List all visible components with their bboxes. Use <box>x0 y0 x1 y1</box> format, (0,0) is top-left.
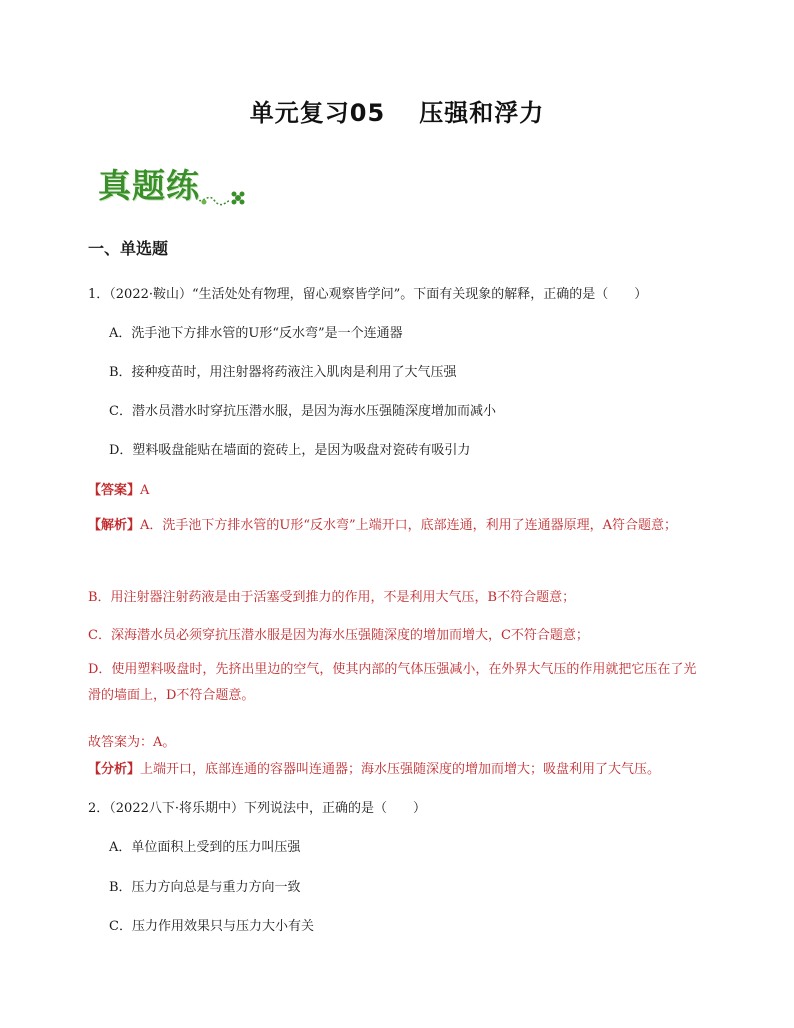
question-1-option-b: B．接种疫苗时，用注射器将药液注入肌肉是利用了大气压强 <box>109 365 457 380</box>
summary-text: 上端开口，底部连通的容器叫连通器；海水压强随深度的增加而增大；吸盘利用了大气压。 <box>140 762 661 777</box>
question-1-analysis-b: B．用注射器注射药液是由于活塞受到推力的作用，不是利用大气压，B不符合题意； <box>88 590 576 605</box>
section-heading: 一、单选题 <box>88 239 169 258</box>
analysis-a-text: A．洗手池下方排水管的U形“反水弯”上端开口，底部连通，利用了连通器原理，A符合题意； <box>140 518 678 533</box>
question-2-option-a: A．单位面积上受到的压力叫压强 <box>109 840 301 855</box>
page-title <box>0 93 794 128</box>
question-2-stem: 2．（2022八下·将乐期中）下列说法中，正确的是（ ） <box>88 801 426 816</box>
question-1-option-c: C．潜水员潜水时穿抗压潜水服，是因为海水压强随深度增加而减小 <box>109 404 496 419</box>
summary-tag: 【分析】 <box>88 762 141 777</box>
question-1-option-d: D．塑料吸盘能贴在墙面的瓷砖上，是因为吸盘对瓷砖有吸引力 <box>109 443 471 458</box>
question-1-analysis-a <box>88 513 700 539</box>
question-1-summary <box>88 758 660 777</box>
question-1-analysis-d: D．使用塑料吸盘时，先挤出里边的空气，使其内部的气体压强减小，在外界大气压的作用就把它压在了光滑的墙面上，D不符合题意。 <box>88 662 697 703</box>
leaf-decoration-icon <box>194 186 250 212</box>
question-1-analysis-c: C．深海潜水员必须穿抗压潜水服是因为海水压强随深度的增加而增大，C不符合题意； <box>88 628 589 643</box>
title-unit: 单元复习05 <box>249 99 386 127</box>
question-1-stem: 1．（2022·鞍山）“生活处处有物理，留心观察皆学问”。下面有关现象的解释，正确的是（ ） <box>88 287 648 302</box>
title-topic: 压强和浮力 <box>419 99 545 127</box>
logo-text: 真题练 <box>98 166 200 205</box>
question-2-option-b: B．压力方向总是与重力方向一致 <box>109 880 301 895</box>
answer-tag: 【答案】 <box>88 483 141 498</box>
practice-logo <box>98 160 248 212</box>
question-1-conclusion: 故答案为：A。 <box>88 735 176 750</box>
question-2-option-c: C．压力作用效果只与压力大小有关 <box>109 919 314 934</box>
question-1-answer <box>88 479 149 498</box>
analysis-tag: 【解析】 <box>88 518 141 533</box>
question-1-option-a: A．洗手池下方排水管的U形“反水弯”是一个连通器 <box>109 326 403 341</box>
answer-value: A <box>140 483 150 498</box>
